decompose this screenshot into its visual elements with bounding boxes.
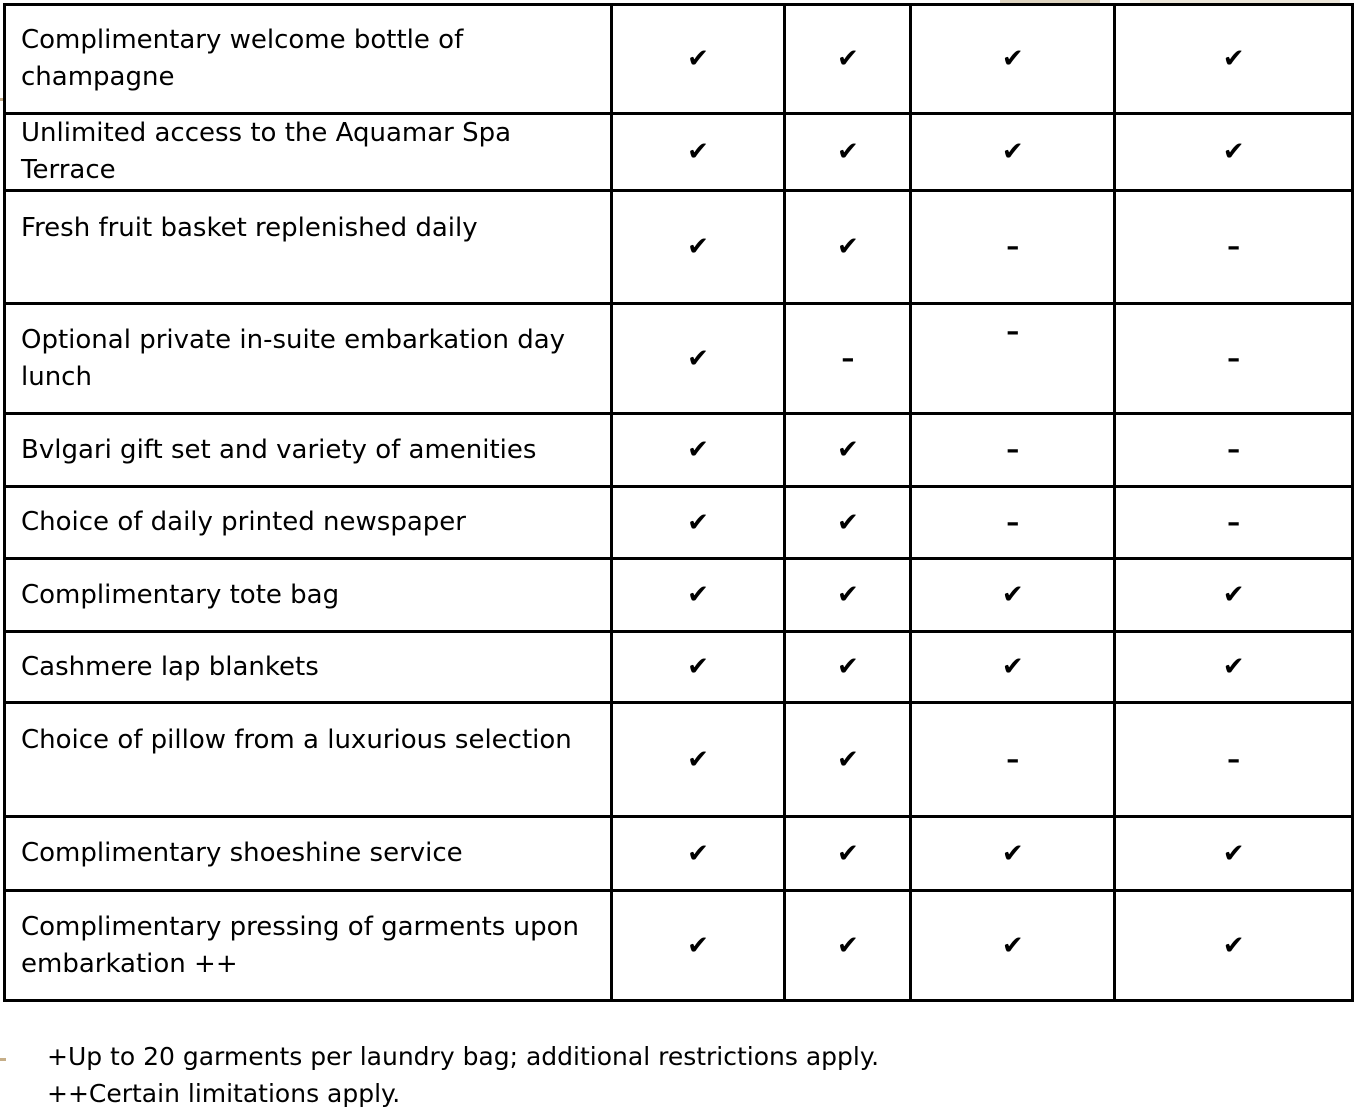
tier-4-mark: ✔ (1115, 559, 1353, 632)
tier-3-mark: – (911, 703, 1115, 817)
amenity-label: Choice of daily printed newspaper (5, 487, 612, 559)
tier-4-mark: ✔ (1115, 114, 1353, 191)
tier-1-mark: ✔ (611, 891, 785, 1001)
tier-4-mark: – (1115, 703, 1353, 817)
amenities-table (3, 3, 1354, 1002)
tier-4-mark: ✔ (1115, 891, 1353, 1001)
tier-3-mark: ✔ (911, 559, 1115, 632)
table-row (5, 304, 1353, 414)
tier-1-mark: ✔ (611, 114, 785, 191)
amenity-label: Unlimited access to the Aquamar Spa Terrace (5, 114, 612, 191)
tier-1-mark: ✔ (611, 632, 785, 703)
tier-4-mark: ✔ (1115, 817, 1353, 891)
decorative-mark (0, 1058, 6, 1061)
amenity-label: Complimentary shoeshine service (5, 817, 612, 891)
tier-3-mark: – (911, 191, 1115, 304)
tier-1-mark: ✔ (611, 191, 785, 304)
tier-3-mark: ✔ (911, 632, 1115, 703)
tier-4-mark: – (1115, 487, 1353, 559)
tier-1-mark: ✔ (611, 559, 785, 632)
table-row (5, 817, 1353, 891)
table-row (5, 5, 1353, 114)
tier-3-mark: ✔ (911, 891, 1115, 1001)
tier-1-mark: ✔ (611, 5, 785, 114)
tier-2-mark: ✔ (785, 632, 911, 703)
amenity-label: Fresh fruit basket replenished daily (5, 191, 612, 304)
table-row (5, 703, 1353, 817)
tier-3-mark: ✔ (911, 817, 1115, 891)
tier-2-mark: ✔ (785, 817, 911, 891)
tier-2-mark: ✔ (785, 559, 911, 632)
tier-2-mark: ✔ (785, 891, 911, 1001)
tier-1-mark: ✔ (611, 487, 785, 559)
table-row (5, 114, 1353, 191)
tier-3-mark: ✔ (911, 5, 1115, 114)
table-row (5, 414, 1353, 487)
tier-2-mark: ✔ (785, 191, 911, 304)
table-row (5, 191, 1353, 304)
tier-3-mark: – (911, 414, 1115, 487)
tier-2-mark: ✔ (785, 703, 911, 817)
tier-2-mark: ✔ (785, 5, 911, 114)
tier-1-mark: ✔ (611, 304, 785, 414)
table-row (5, 891, 1353, 1001)
amenity-label: Cashmere lap blankets (5, 632, 612, 703)
tier-2-mark: ✔ (785, 114, 911, 191)
tier-4-mark: ✔ (1115, 632, 1353, 703)
tier-2-mark: ✔ (785, 487, 911, 559)
tier-3-mark: – (911, 487, 1115, 559)
amenity-label: Complimentary tote bag (5, 559, 612, 632)
tier-1-mark: ✔ (611, 703, 785, 817)
table-row (5, 632, 1353, 703)
amenity-label: Bvlgari gift set and variety of amenities (5, 414, 612, 487)
tier-4-mark: ✔ (1115, 5, 1353, 114)
amenity-label: Complimentary welcome bottle of champagne (5, 5, 612, 114)
amenity-label: Choice of pillow from a luxurious selection (5, 703, 612, 817)
tier-1-mark: ✔ (611, 817, 785, 891)
tier-3-mark: ✔ (911, 114, 1115, 191)
tier-4-mark: – (1115, 191, 1353, 304)
tier-2-mark: – (785, 304, 911, 414)
tier-2-mark: ✔ (785, 414, 911, 487)
tier-4-mark: – (1115, 414, 1353, 487)
footnote-limitations: ++Certain limitations apply. (47, 1079, 401, 1108)
tier-4-mark: – (1115, 304, 1353, 414)
table-row (5, 559, 1353, 632)
table-row (5, 487, 1353, 559)
footnote-laundry: +Up to 20 garments per laundry bag; additional restrictions apply. (47, 1042, 880, 1071)
amenity-label: Optional private in-suite embarkation day lunch (5, 304, 612, 414)
amenity-label: Complimentary pressing of garments upon embarkation ++ (5, 891, 612, 1001)
tier-3-mark: – (911, 304, 1115, 414)
tier-1-mark: ✔ (611, 414, 785, 487)
footnotes (47, 1038, 879, 1112)
